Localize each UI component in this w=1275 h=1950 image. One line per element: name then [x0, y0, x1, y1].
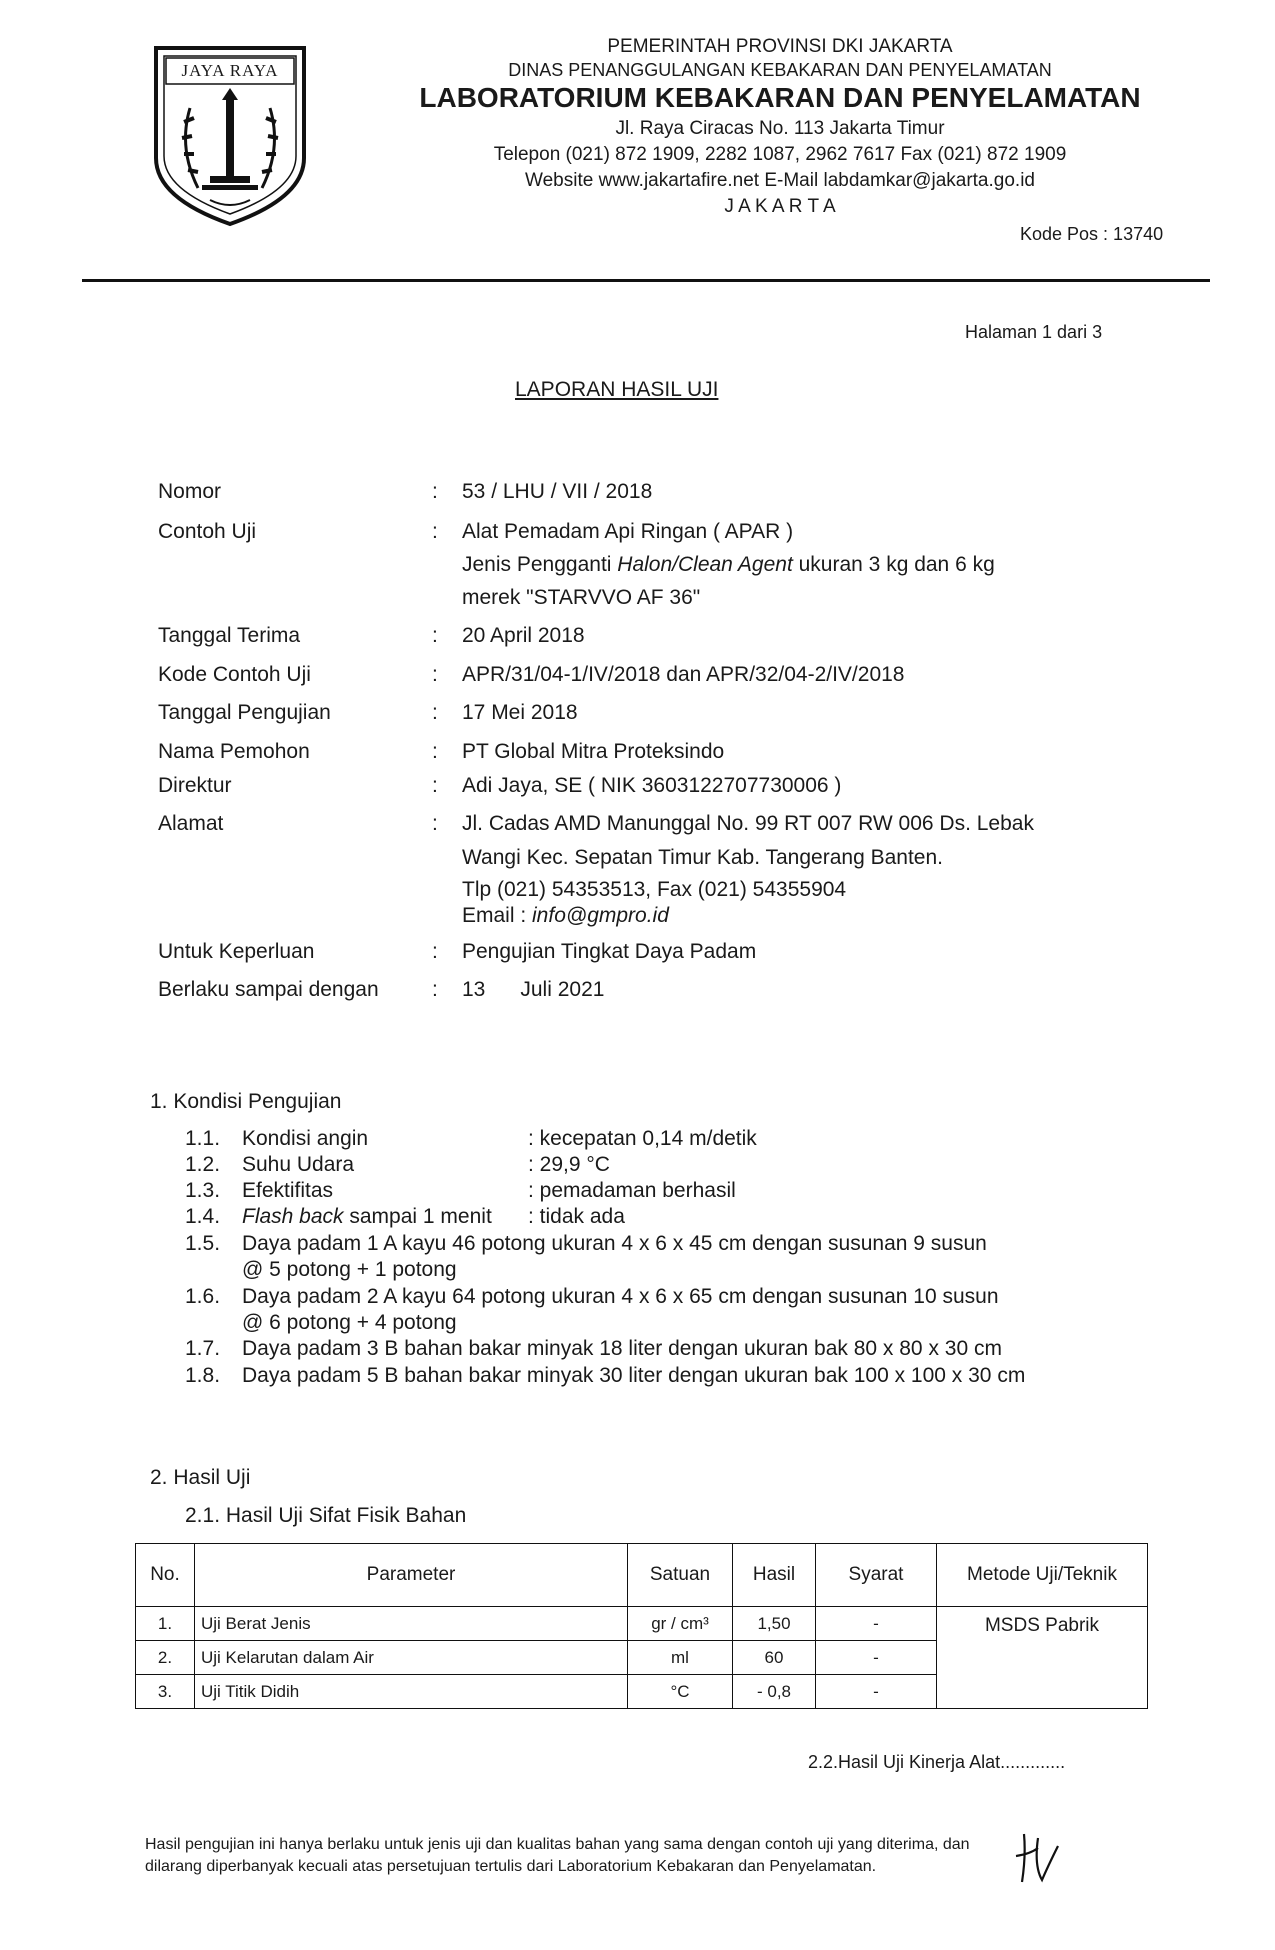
field-value-direktur: Adi Jaya, SE ( NIK 3603122707730006 ) [462, 774, 842, 797]
section2-title: 2. Hasil Uji [150, 1466, 251, 1489]
cond-value-1-2: : 29,9 °C [528, 1153, 610, 1176]
field-value-tanggal-terima: 20 April 2018 [462, 624, 585, 647]
cell-syarat: - [816, 1607, 937, 1641]
field-label-tanggal-terima: Tanggal Terima [158, 624, 301, 647]
cond-num-1-4: 1.4. [185, 1205, 221, 1228]
footer-note-line1: Hasil pengujian ini hanya berlaku untuk jenis uji dan kualitas bahan yang sama dengan contoh uji yang diterima, dan [145, 1836, 970, 1853]
cell-hasil: 1,50 [733, 1607, 816, 1641]
field-label-berlaku: Berlaku sampai dengan [158, 978, 379, 1001]
field-value-tanggal-pengujian: 17 Mei 2018 [462, 701, 578, 724]
cond-num-1-3: 1.3. [185, 1179, 221, 1202]
jaya-raya-emblem [150, 38, 310, 228]
field-value-contoh-uji-jenis: Jenis Pengganti Halon/Clean Agent ukuran 3 kg dan 6 kg [462, 553, 995, 576]
cond-num-1-5: 1.5. [185, 1232, 221, 1255]
cond-text-1-5: Daya padam 1 A kayu 46 potong ukuran 4 x 6 x 45 cm dengan susunan 9 susun [242, 1232, 987, 1255]
cell-parameter: Uji Titik Didih [195, 1675, 628, 1709]
field-value-untuk-keperluan: Pengujian Tingkat Daya Padam [462, 940, 757, 963]
header-divider [82, 279, 1210, 282]
col-header-parameter: Parameter [195, 1544, 628, 1607]
cond-label-1-4: Flash back sampai 1 menit [242, 1205, 492, 1228]
cell-satuan: ml [628, 1641, 733, 1675]
header-phone: Telepon (021) 872 1909, 2282 1087, 2962 7617 Fax (021) 872 1909 [493, 144, 1067, 165]
cond-num-1-7: 1.7. [185, 1337, 221, 1360]
cond-num-1-1: 1.1. [185, 1127, 221, 1150]
cond-value-1-3: : pemadaman berhasil [528, 1179, 736, 1202]
page-number: Halaman 1 dari 3 [965, 322, 1103, 342]
cond-num-1-2: 1.2. [185, 1153, 221, 1176]
cond-label-1-2: Suhu Udara [242, 1153, 355, 1176]
field-label-nama-pemohon: Nama Pemohon [158, 740, 310, 763]
col-header-satuan: Satuan [628, 1544, 733, 1607]
cond-label-1-3: Efektifitas [242, 1179, 334, 1202]
field-value-nama-pemohon: PT Global Mitra Proteksindo [462, 740, 725, 763]
emblem-motto: JAYA RAYA [181, 61, 279, 80]
cell-satuan: °C [628, 1675, 733, 1709]
cond-value-1-4: : tidak ada [528, 1205, 625, 1228]
field-label-tanggal-pengujian: Tanggal Pengujian [158, 701, 331, 724]
header-department: DINAS PENANGGULANGAN KEBAKARAN DAN PENYELAMATAN [508, 60, 1052, 80]
cell-syarat: - [816, 1641, 937, 1675]
field-value-nomor: 53 / LHU / VII / 2018 [462, 480, 653, 503]
cell-satuan: gr / cm³ [628, 1607, 733, 1641]
header-web-email: Website www.jakartafire.net E-Mail labdamkar@jakarta.go.id [525, 170, 1035, 191]
field-value-alamat-line2: Wangi Kec. Sepatan Timur Kab. Tangerang Banten. [462, 846, 943, 869]
header-government: PEMERINTAH PROVINSI DKI JAKARTA [607, 36, 953, 57]
cond-text-1-7: Daya padam 3 B bahan bakar minyak 18 liter dengan ukuran bak 80 x 80 x 30 cm [242, 1337, 1002, 1360]
document-title: LAPORAN HASIL UJI [515, 378, 719, 401]
col-header-hasil: Hasil [733, 1544, 816, 1607]
cond-text-1-6: Daya padam 2 A kayu 64 potong ukuran 4 x 6 x 65 cm dengan susunan 10 susun [242, 1285, 999, 1308]
col-header-metode: Metode Uji/Teknik [937, 1544, 1148, 1607]
results-table [135, 1543, 1148, 1709]
header-postal-code: Kode Pos : 13740 [1020, 224, 1164, 244]
cond-num-1-6: 1.6. [185, 1285, 221, 1308]
header-address: Jl. Raya Ciracas No. 113 Jakarta Timur [615, 118, 945, 139]
col-header-no: No. [136, 1544, 195, 1607]
field-label-nomor: Nomor [158, 480, 222, 503]
field-value-contoh-uji-merek: merek "STARVVO AF 36" [462, 586, 701, 609]
cell-hasil: - 0,8 [733, 1675, 816, 1709]
header-laboratory: LABORATORIUM KEBAKARAN DAN PENYELAMATAN [419, 82, 1141, 113]
field-label-untuk-keperluan: Untuk Keperluan [158, 940, 315, 963]
field-value-kode-contoh-uji: APR/31/04-1/IV/2018 dan APR/32/04-2/IV/2018 [462, 663, 905, 686]
cond-value-1-1: : kecepatan 0,14 m/detik [528, 1127, 757, 1150]
section2-subtitle: 2.1. Hasil Uji Sifat Fisik Bahan [185, 1504, 467, 1527]
field-value-contoh-uji: Alat Pemadam Api Ringan ( APAR ) [462, 520, 794, 543]
section1-title: 1. Kondisi Pengujian [150, 1090, 342, 1113]
cell-parameter: Uji Berat Jenis [195, 1607, 628, 1641]
field-value-telepon: Tlp (021) 54353513, Fax (021) 54355904 [462, 878, 847, 901]
cond-text-1-6-cont: @ 6 potong + 4 potong [242, 1311, 457, 1334]
cell-no: 3. [136, 1675, 195, 1709]
field-value-alamat: Jl. Cadas AMD Manunggal No. 99 RT 007 RW 006 Ds. Lebak [462, 812, 1034, 835]
handwritten-initial-icon [1012, 1826, 1062, 1886]
cell-syarat: - [816, 1675, 937, 1709]
cell-metode: MSDS Pabrik [937, 1607, 1148, 1709]
cell-no: 1. [136, 1607, 195, 1641]
field-value-berlaku: 13 Juli 2021 [462, 978, 605, 1001]
section2-next-reference: 2.2.Hasil Uji Kinerja Alat............. [808, 1752, 1066, 1772]
cond-text-1-8: Daya padam 5 B bahan bakar minyak 30 liter dengan ukuran bak 100 x 100 x 30 cm [242, 1364, 1026, 1387]
cell-hasil: 60 [733, 1641, 816, 1675]
field-label-kode-contoh-uji: Kode Contoh Uji [158, 663, 311, 686]
cond-num-1-8: 1.8. [185, 1364, 221, 1387]
field-label-alamat: Alamat [158, 812, 224, 835]
table-header-row [136, 1544, 1148, 1607]
cell-parameter: Uji Kelarutan dalam Air [195, 1641, 628, 1675]
footer-note-line2: dilarang diperbanyak kecuali atas persetujuan tertulis dari Laboratorium Kebakaran dan Penyelamatan. [145, 1858, 877, 1875]
table-row [136, 1607, 1148, 1641]
col-header-syarat: Syarat [816, 1544, 937, 1607]
cell-no: 2. [136, 1641, 195, 1675]
field-value-email: Email : info@gmpro.id [462, 904, 669, 927]
cond-text-1-5-cont: @ 5 potong + 1 potong [242, 1258, 457, 1281]
header-city: J A K A R T A [724, 196, 836, 217]
field-label-direktur: Direktur [158, 774, 232, 797]
cond-label-1-1: Kondisi angin [242, 1127, 369, 1150]
initial-signature [1012, 1826, 1062, 1891]
field-label-contoh-uji: Contoh Uji [158, 520, 257, 543]
